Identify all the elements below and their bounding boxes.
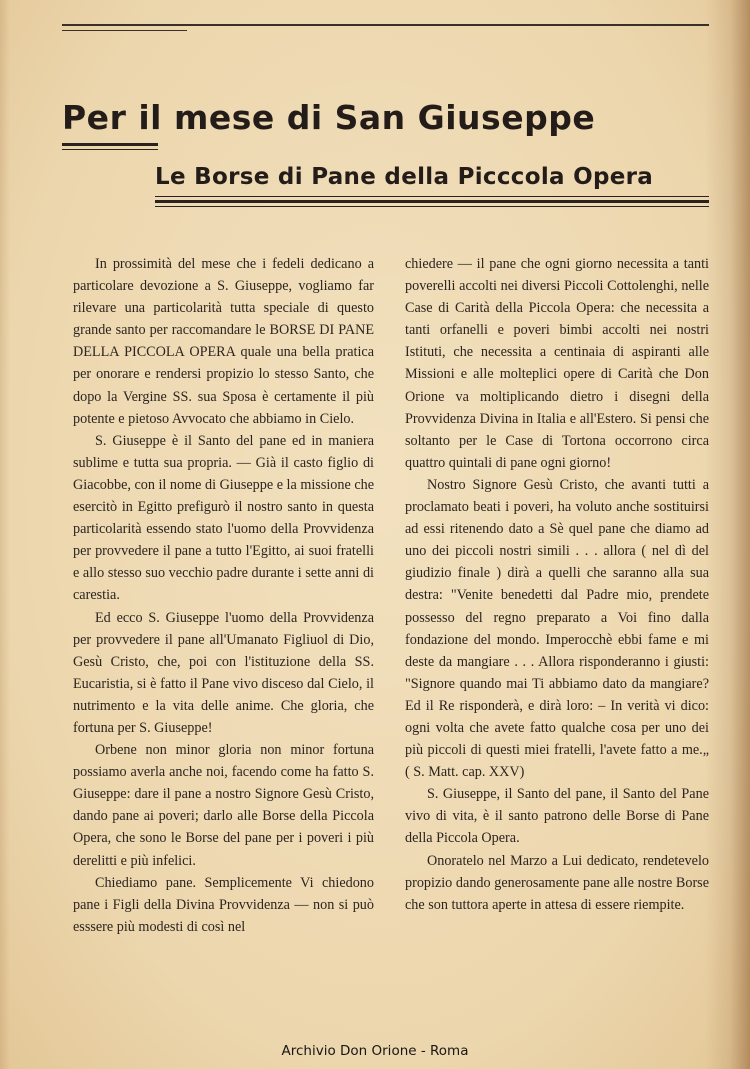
paragraph: S. Giuseppe è il Santo del pane ed in maniera sublime e tutta sua propria. — Già il casto figlio di Giacobbe, con il nome di Giuseppe e la missione che esercitò in Egitto prefigurò il nostro santo in questa particolarità essendo stato l'uomo della Provvidenza per provvedere il pane a tutto l'Egitto, ai suoi fratelli e allo stesso suo vecchio padre durante i sette anni di carestia. (73, 432, 375, 604)
paragraph: Ed ecco S. Giuseppe l'uomo della Provvidenza per provvedere il pane all'Umanato Figliuol di Dio, Gesù Cristo, che, poi con l'istituzione della SS. Eucaristia, si è fatto il Pane vivo disceso dal Cielo, il nutrimento e la vita delle anime. Che gloria, che fortuna per S. Giuseppe! (73, 609, 374, 736)
paragraph: In prossimità del mese che i fedeli dedicano a particolare devozione a S. Giuseppe, vogliamo far rilevare una particolarità tutta speciale di questo grande santo per raccomandare le BORSE DI PANE DELLA PICCOLA OPERA quale una bella pratica per onorare e rendersi propizio lo stesso Santo, che dopo la Vergine SS. sua Sposa è certamente il più potente e pietoso Avvocato che abbiamo in Cielo. (73, 256, 374, 427)
paragraph: Onoratelo nel Marzo a Lui dedicato, rendetevelo propizio dando generosamente pane alle nostre Borse che son tuttora aperte in attesa di essere riempite. (405, 852, 709, 913)
title-rule-thick (62, 143, 158, 146)
subtitle-rule-bottom (155, 206, 709, 207)
title-rule-thin (62, 149, 158, 150)
top-rule (62, 24, 709, 26)
paragraph: Nostro Signore Gesù Cristo, che avanti tutti a proclamato beati i poveri, ha voluto anche sostituirsi ad essi ritenendo dato a Sè quel pane che diamo ad uno dei piccoli nostri simili . . . allora ( nel dì del giudizio finale ) dirà a quelli che saranno alla sua destra: "Venite benedetti dal Padre mio, prendete possesso del regno preparato a Voi fino dalla fondazione del mondo. Imperocchè ebbi fame e mi deste da mangiare . . . Allora risponderanno i giusti: "Signore quando mai Ti abbiamo dato da mangiare? Ed il Re risponderà, e dirà loro: – In verità vi dico: ogni volta che avete fatto qualche cosa per uno dei più piccoli di questi miei fratelli, l'avete fatto a me.„ ( S. Matt. cap. XXV) (405, 476, 709, 781)
archive-footer: Archivio Don Orione - Roma (281, 1043, 469, 1059)
page-title: Per il mese di San Giuseppe (62, 98, 596, 137)
paragraph: Orbene non minor gloria non minor fortuna possiamo averla anche noi, facendo come ha fatto S. Giuseppe: dare il pane a nostro Signore Gesù Cristo, dando pane ai poveri; darlo alle Borse della Piccola Opera, che sono le Borse del pane per i poveri i più derelitti e più infelici. (73, 742, 374, 869)
subtitle-rule-thick (155, 200, 709, 203)
article-column-right (405, 253, 709, 916)
paragraph: Chiediamo pane. Semplicemente Vi chiedono pane i Figli della Divina Provvidenza — non si può esssere più modesti di così nel (73, 874, 374, 935)
top-rule-short (62, 30, 187, 31)
article-column-left (73, 253, 374, 938)
paragraph: S. Giuseppe, il Santo del pane, il Santo del Pane vivo di vita, è il santo patrono delle Borse di Pane della Piccola Opera. (405, 786, 709, 847)
paragraph: chiedere — il pane che ogni giorno necessita a tanti poverelli accolti nei diversi Piccoli Cottolenghi, nelle Case di Carità della Piccola Opera: che necessita a tanti orfanelli e poveri bimbi accolti nei nostri Istituti, che necessita a centinaia di aspiranti alle Missioni e alle molteplici opere di Carità che Don Orione va moltiplicando dietro i disegni della Provvidenza Divina in Italia e all'Estero. Si pensi che soltanto per le Case di Tortona occorrono circa quattro quintali di pane ogni giorno! (405, 256, 709, 471)
subtitle-rule-top (155, 196, 709, 197)
subtitle: Le Borse di Pane della Picccola Opera (155, 164, 654, 190)
